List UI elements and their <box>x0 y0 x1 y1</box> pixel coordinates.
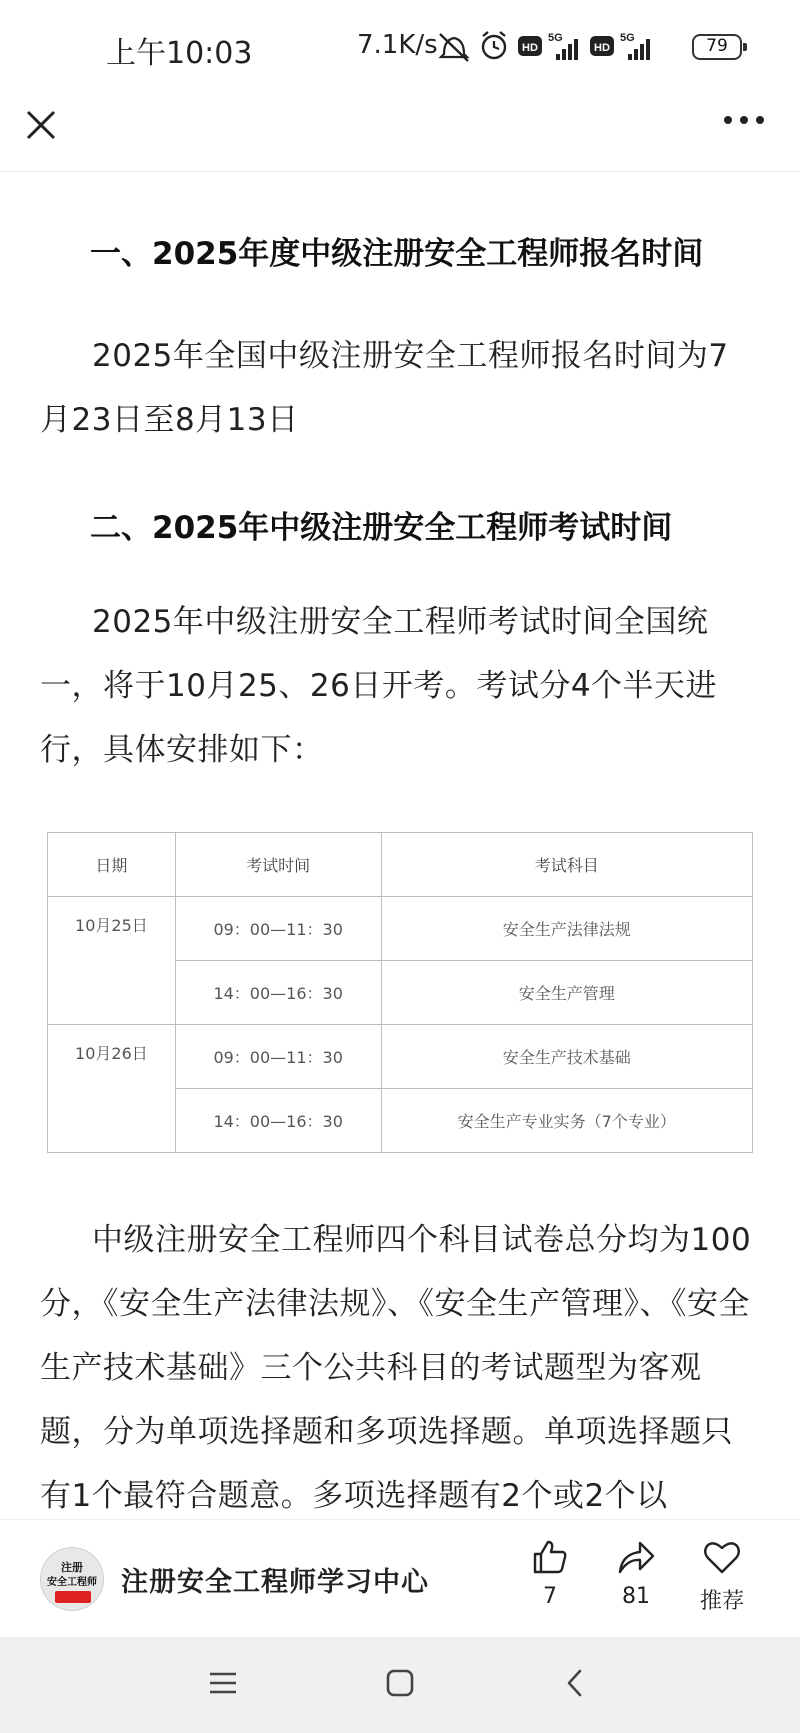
table-header-date: 日期 <box>48 833 176 897</box>
recommend-button[interactable] <box>682 1538 762 1615</box>
status-bar <box>0 0 800 96</box>
table-cell-time: 14：00—16：30 <box>175 961 381 1025</box>
table-header-time: 考试时间 <box>175 833 381 897</box>
share-count: 81 <box>622 1584 650 1609</box>
menu-icon[interactable] <box>207 1667 239 1699</box>
table-cell-subject: 安全生产法律法规 <box>381 897 752 961</box>
top-nav <box>0 96 800 172</box>
avatar-text-line1: 注册 <box>61 1561 83 1574</box>
hd-label-1: HD <box>522 42 538 54</box>
table-cell-subject: 安全生产专业实务（7个专业） <box>381 1089 752 1153</box>
status-net-speed: 7.1K/s <box>357 30 438 60</box>
close-icon[interactable] <box>22 106 60 144</box>
back-icon[interactable] <box>560 1667 592 1699</box>
table-cell-time: 09：00—11：30 <box>175 897 381 961</box>
avatar-text-line2: 安全工程师 <box>47 1577 97 1588</box>
table-cell-time: 09：00—11：30 <box>175 1025 381 1089</box>
table-row <box>48 897 753 961</box>
hd-icon <box>590 36 614 56</box>
thumbs-up-icon <box>531 1538 569 1576</box>
table-cell-date: 10月26日 <box>48 1025 176 1153</box>
battery-icon: 79 <box>692 34 742 60</box>
table-cell-subject: 安全生产管理 <box>381 961 752 1025</box>
signal-icon <box>548 32 578 60</box>
recommend-label: 推荐 <box>699 1589 744 1614</box>
table-header-row <box>48 833 753 897</box>
hd-label-2: HD <box>594 42 610 54</box>
table-cell-date: 10月25日 <box>48 897 176 1025</box>
table-header-subject: 考试科目 <box>381 833 752 897</box>
section2-body: 2025年中级注册安全工程师考试时间全国统一，将于10月25、26日开考。考试分4个半天进行，具体安排如下： <box>40 604 718 768</box>
table-cell-time: 14：00—16：30 <box>175 1089 381 1153</box>
exam-schedule-table <box>47 832 753 1153</box>
avatar[interactable] <box>40 1547 104 1611</box>
system-nav-bar <box>0 1637 800 1733</box>
network-label-2: 5G <box>620 32 635 44</box>
signal-icon <box>620 32 650 60</box>
section1-heading: 一、2025年度中级注册安全工程师报名时间 <box>90 236 704 272</box>
network-label-1: 5G <box>548 32 563 44</box>
mute-icon <box>440 34 468 61</box>
avatar-badge <box>55 1591 91 1603</box>
share-icon <box>616 1538 656 1576</box>
heart-icon <box>702 1538 742 1576</box>
status-time: 上午10:03 <box>106 36 253 71</box>
hd-icon <box>518 36 542 56</box>
article-content <box>0 172 800 1519</box>
like-count: 7 <box>543 1584 557 1609</box>
more-dots-icon[interactable] <box>722 110 766 130</box>
section3-body: 中级注册安全工程师四个科目试卷总分均为100分，《安全生产法律法规》、《安全生产管理》、《安全生产技术基础》三个公共科目的考试题型为客观题，分为单项选择题和多项选择题。单项选择题只有1个最符合题意。多项选择题有2个或2个以 <box>40 1222 752 1514</box>
share-button[interactable] <box>596 1538 676 1609</box>
home-icon[interactable] <box>384 1667 416 1699</box>
table-row <box>48 1025 753 1089</box>
like-button[interactable] <box>510 1538 590 1609</box>
alarm-icon <box>483 32 505 58</box>
account-name[interactable]: 注册安全工程师学习中心 <box>121 1567 429 1598</box>
table-cell-subject: 安全生产技术基础 <box>381 1025 752 1089</box>
section1-body: 2025年全国中级注册安全工程师报名时间为7月23日至8月13日 <box>40 338 729 438</box>
status-icons <box>438 26 688 66</box>
section2-heading: 二、2025年中级注册安全工程师考试时间 <box>90 510 673 546</box>
action-bar <box>0 1519 800 1637</box>
